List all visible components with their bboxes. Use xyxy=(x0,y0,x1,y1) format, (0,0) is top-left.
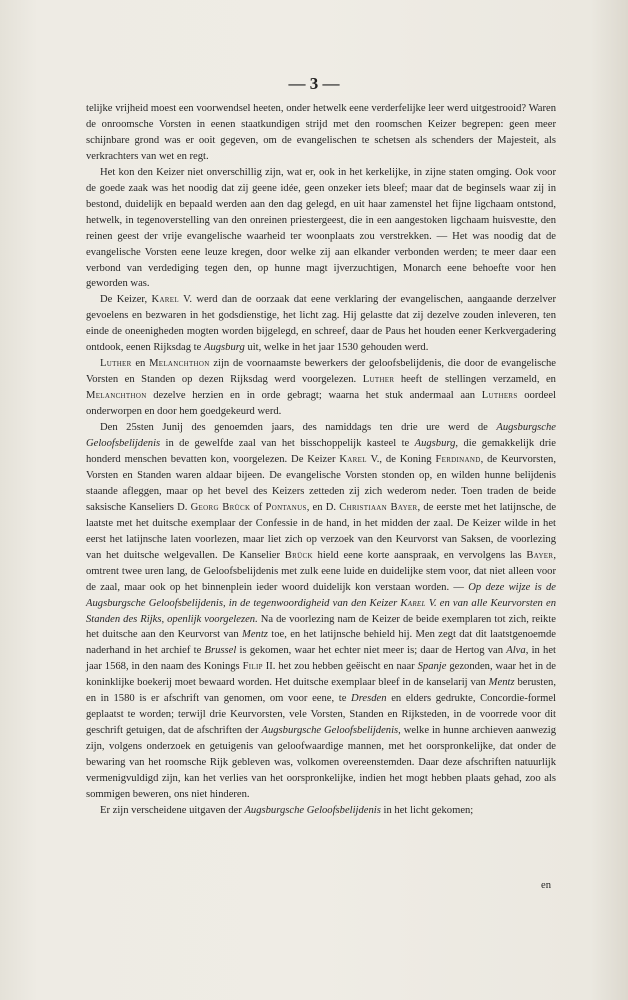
paragraph-4: Luther en Melanchthon zijn de voornaamste bewerkers der geloofsbelijdenis, die door de evangelische Vorsten en Standen op dezen Rijksdag werd voorgelezen. Luther heeft de stellingen verzameld, en Melanchthon dezelve herzien en in orde gebragt; waarna het stuk andermaal aan Luthers oordeel onderworpen en door hem goedgekeurd werd. xyxy=(86,358,556,418)
body-text xyxy=(86,101,556,819)
paragraph-1: telijke vrijheid moest een voorwendsel heeten, onder hetwelk eene verderfelijke leer werd uitgestrooid? Waren de onroomsche Vorsten in eenen staatkundigen strijd met den roomschen Keizer begrepen: geen meer schijnbare grond was er ooit gegeven, om de evangelischen te schetsen als schenders der Majesteit, als verkrachters van wet en regt. xyxy=(86,103,556,162)
paragraph-5: Den 25sten Junij des genoemden jaars, des namiddags ten drie ure werd de Augsburgsche Geloofsbelijdenis in de gewelfde zaal van het bisschoppelijk kasteel te Augsburg, die gemakkelijk drie honderd menschen bevatten kon, voorgelezen. De Keizer Karel V., de Koning Ferdinand, de Keurvorsten, Vorsten en Standen waren aldaar bijeen. De evangelische Vorsten stonden op, en wilden hunne belijdenis staande afleggen, maar op het bevel des Keizers zetteden zij zich wederom neder. Toen traden de beide saksische Kanseliers D. Georg Brück of Pontanus, en D. Christiaan Bayer, de eerste met het latijnsche, de laatste met het duitsche exemplaar der Confessie in de hand, in het midden der zaal. De Keizer wilde in het eerst het latijnsche laten voorlezen, maar liet zich op verzoek van den Keurvorst van Saksen, de voorlezing van het duitsche welgevallen. De Kanselier Brück hield eene korte aanspraak, en vervolgens las Bayer, omtrent twee uren lang, de Geloofsbelijdenis met zulk eene luide en duidelijke stem voor, dat niet alleen voor de zaal, maar ook op het binnenplein ieder woord duidelijk kon verstaan worden. — Op deze wijze is de Augsburgsche Geloofsbelijdenis, in de tegenwoordigheid van den Keizer Karel V. en van alle Keurvorsten en Standen des Rijks, openlijk voorgelezen. Na de voorlezing nam de Keizer de beide exemplaren tot zich, reikte het duitsche aan den Keurvorst van Mentz toe, en het latijnsche behield hij. Men zegt dat dit laatstgenoemde naderhand in het archief te Brussel is gekomen, waar het echter niet meer is; daar de Hertog van Alva, in het jaar 1568, in den naam des Konings Filip II. het zou hebben geëischt en naar Spanje gezonden, waar het in de koninklijke boekerij moet bewaard worden. Het duitsche exemplaar bleef in de kanselarij van Mentz berusten, en in 1580 is er afschrift van genomen, om voor eene, te Dresden en elders gedrukte, Concordie-formel geplaatst te worden; terwijl drie Keurvorsten, vele Vorsten, Standen en Rijksteden, in de voorrede voor dit geschrift getuigen, dat de afschriften der Augsburgsche Geloofsbelijdenis, welke in hunne archieven aanwezig zijn, volgens onderzoek en getuigenis van geloofwaardige mannen, met het oorspronkelijke, dat onder de bewaring van het roomsche Rijk gebleven was, volkomen overeenstemden. Daar deze afschriften natuurlijk vermenigvuldigd zijn, kan het verlies van het oorspronkelijke, indien het mogt hebben plaats gehad, zoo als sommigen beweren, ons niet hinderen. xyxy=(86,422,557,800)
paragraph-6: Er zijn verscheidene uitgaven der Augsburgsche Geloofsbelijdenis in het licht gekomen; xyxy=(100,804,474,816)
catchword: en xyxy=(541,880,551,891)
page-number: — 3 — xyxy=(288,74,340,93)
paragraph-3: De Keizer, Karel V. werd dan de oorzaak dat eene verklaring der evangelischen, aangaande derzelver gevoelens en bezwaren in het godsdienstige, het licht zag. Hij gelastte dat zij dezelve zouden inleveren, ten einde de oneenigheden mogten worden bijgelegd, en schreef, daar de Paus het houden eener Kerkvergadering ontdook, eenen Rijksdag te Augsburg uit, welke in het jaar 1530 gehouden werd. xyxy=(86,294,556,354)
paragraph-2: Het kon den Keizer niet onverschillig zijn, wat er, ook in het kerkelijke, in zijne staten omging. Ook voor de goede zaak was het noodig dat zij geene idée, geen onzeker iets bleef; maar dat de beginsels waar zij in bestond, duidelijk en bepaald werden aan den dag gelegd, en uit haar zamenstel het fijne ligchaam ontstond, hetwelk, in tegenoverstelling van den onreinen priestergeest, die in een aangestoken ligchaam huisvestte, den reinen geest der vrije evangelische waarheid ter woonplaats zou verstrekken. — Het was noodig dat de evangelische Vorsten eene leuze kregen, door welke zij aan elkander verbonden werden; te meer daar een verbond van verdediging tegen den, op hunne magt ijverzuchtigen, Monarch eene behoefte voor hen geworden was. xyxy=(86,166,556,290)
